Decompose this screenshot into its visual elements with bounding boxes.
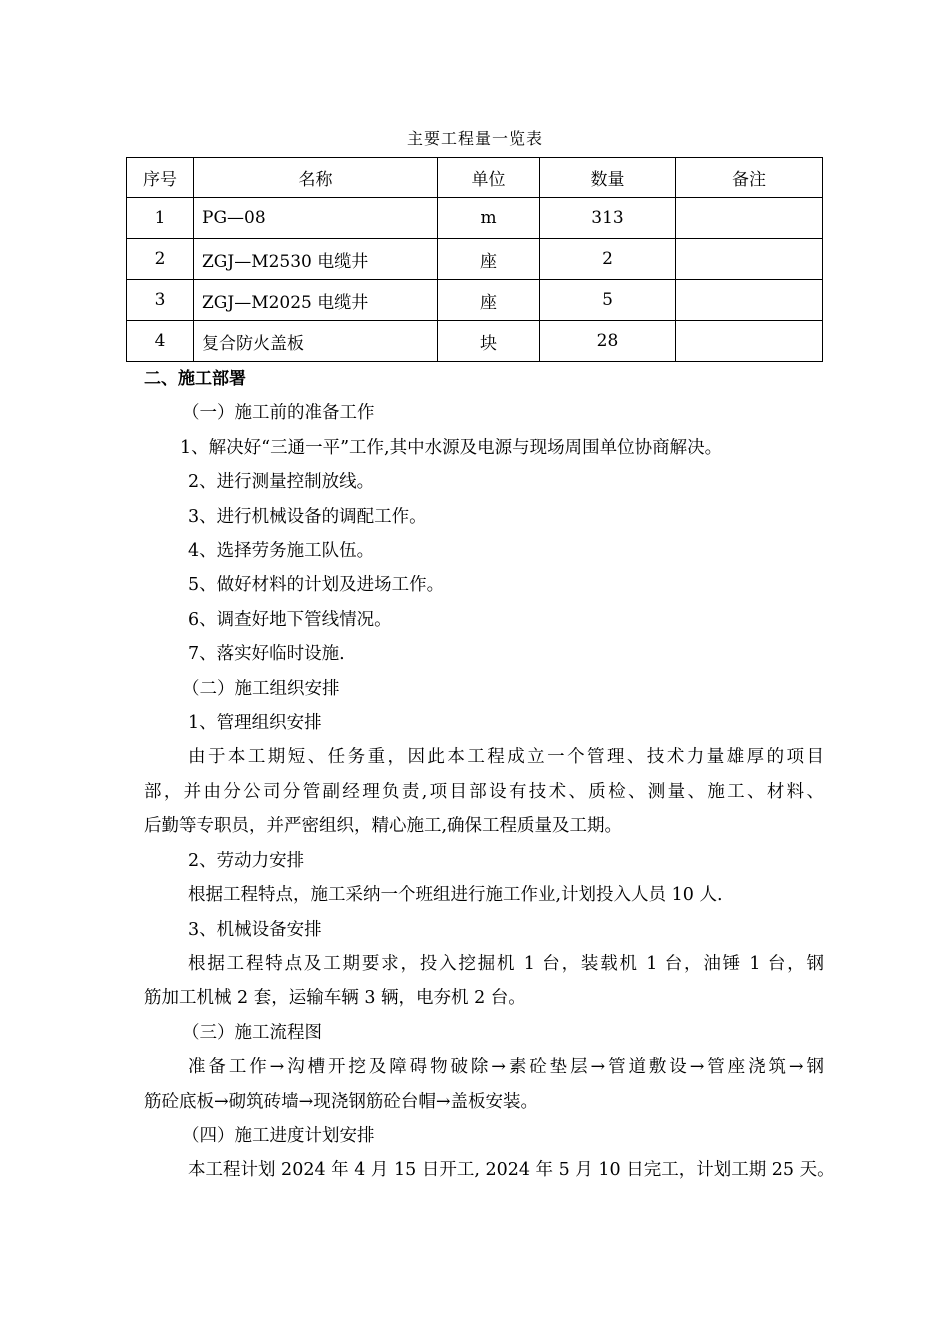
table-header-row bbox=[127, 158, 823, 198]
cell-unit: 座 bbox=[438, 239, 540, 280]
table-row bbox=[127, 321, 823, 362]
table-row bbox=[127, 239, 823, 280]
cell-remark bbox=[676, 280, 823, 321]
prep-item: 6、调查好地下管线情况。 bbox=[188, 609, 392, 630]
subsection-heading-schedule: （四）施工进度计划安排 bbox=[182, 1125, 375, 1146]
cell-quantity: 313 bbox=[540, 198, 676, 239]
prep-item: 5、做好材料的计划及进场工作。 bbox=[188, 575, 445, 596]
cell-name: ZGJ—M2530 电缆井 bbox=[194, 239, 438, 280]
paragraph-line: 后勤等专职员，并严密组织，精心施工,确保工程质量及工期。 bbox=[144, 816, 623, 837]
cell-unit: 块 bbox=[438, 321, 540, 362]
table-title: 主要工程量一览表 bbox=[406, 129, 543, 148]
paragraph-line: 筋加工机械 2 套，运输车辆 3 辆，电夯机 2 台。 bbox=[144, 988, 526, 1009]
machinery-title: 3、机械设备安排 bbox=[188, 919, 322, 940]
cell-remark bbox=[676, 321, 823, 362]
header-cell-unit: 单位 bbox=[438, 158, 540, 198]
header-cell-name: 名称 bbox=[194, 158, 438, 198]
paragraph-line: 根据工程特点，施工采纳一个班组进行施工作业,计划投入人员 10 人. bbox=[188, 885, 723, 906]
paragraph-line: 由于本工期短、任务重，因此本工程成立一个管理、技术力量雄厚的项目 bbox=[188, 747, 824, 768]
header-cell-index: 序号 bbox=[127, 158, 194, 198]
paragraph-line: 本工程计划 2024 年 4 月 15 日开工, 2024 年 5 月 10 日完工，计划工期 25 天。 bbox=[188, 1160, 835, 1181]
cell-quantity: 5 bbox=[540, 280, 676, 321]
prep-item: 4、选择劳务施工队伍。 bbox=[188, 541, 375, 562]
table-row bbox=[127, 198, 823, 239]
cell-name: 复合防火盖板 bbox=[194, 321, 438, 362]
paragraph-line: 准备工作→沟槽开挖及障碍物破除→素砼垫层→管道敷设→管座浇筑→钢 bbox=[188, 1057, 824, 1078]
header-cell-quantity: 数量 bbox=[540, 158, 676, 198]
paragraph-line: 部，并由分公司分管副经理负责,项目部设有技术、质检、测量、施工、材料、 bbox=[144, 781, 824, 802]
cell-name: ZGJ—M2025 电缆井 bbox=[194, 280, 438, 321]
header-cell-remark: 备注 bbox=[676, 158, 823, 198]
cell-index: 3 bbox=[127, 280, 194, 321]
subsection-heading-flow: （三）施工流程图 bbox=[182, 1022, 322, 1043]
table-row bbox=[127, 280, 823, 321]
cell-index: 1 bbox=[127, 198, 194, 239]
labor-title: 2、劳动力安排 bbox=[188, 850, 305, 871]
cell-unit: m bbox=[438, 198, 540, 239]
cell-name: PG—08 bbox=[194, 198, 438, 239]
prep-item: 7、落实好临时设施. bbox=[188, 644, 345, 665]
cell-unit: 座 bbox=[438, 280, 540, 321]
quantity-table bbox=[126, 157, 823, 362]
paragraph-line: 根据工程特点及工期要求，投入挖掘机 1 台，装载机 1 台，油锤 1 台，钢 bbox=[188, 953, 824, 974]
cell-remark bbox=[676, 198, 823, 239]
prep-item: 2、进行测量控制放线。 bbox=[188, 472, 375, 493]
cell-quantity: 28 bbox=[540, 321, 676, 362]
subsection-heading-org: （二）施工组织安排 bbox=[182, 678, 340, 699]
cell-quantity: 2 bbox=[540, 239, 676, 280]
org-title: 1、管理组织安排 bbox=[188, 713, 322, 734]
cell-index: 4 bbox=[127, 321, 194, 362]
cell-remark bbox=[676, 239, 823, 280]
paragraph-line: 筋砼底板→砌筑砖墙→现浇钢筋砼台帽→盖板安装。 bbox=[144, 1091, 538, 1112]
body-text bbox=[144, 362, 835, 1188]
prep-item: 3、进行机械设备的调配工作。 bbox=[188, 506, 427, 527]
section-heading: 二、施工部署 bbox=[144, 369, 246, 389]
cell-index: 2 bbox=[127, 239, 194, 280]
subsection-heading-prep: （一）施工前的准备工作 bbox=[182, 403, 375, 424]
prep-item: 1、解决好“三通一平”工作,其中水源及电源与现场周围单位协商解决。 bbox=[180, 437, 723, 458]
